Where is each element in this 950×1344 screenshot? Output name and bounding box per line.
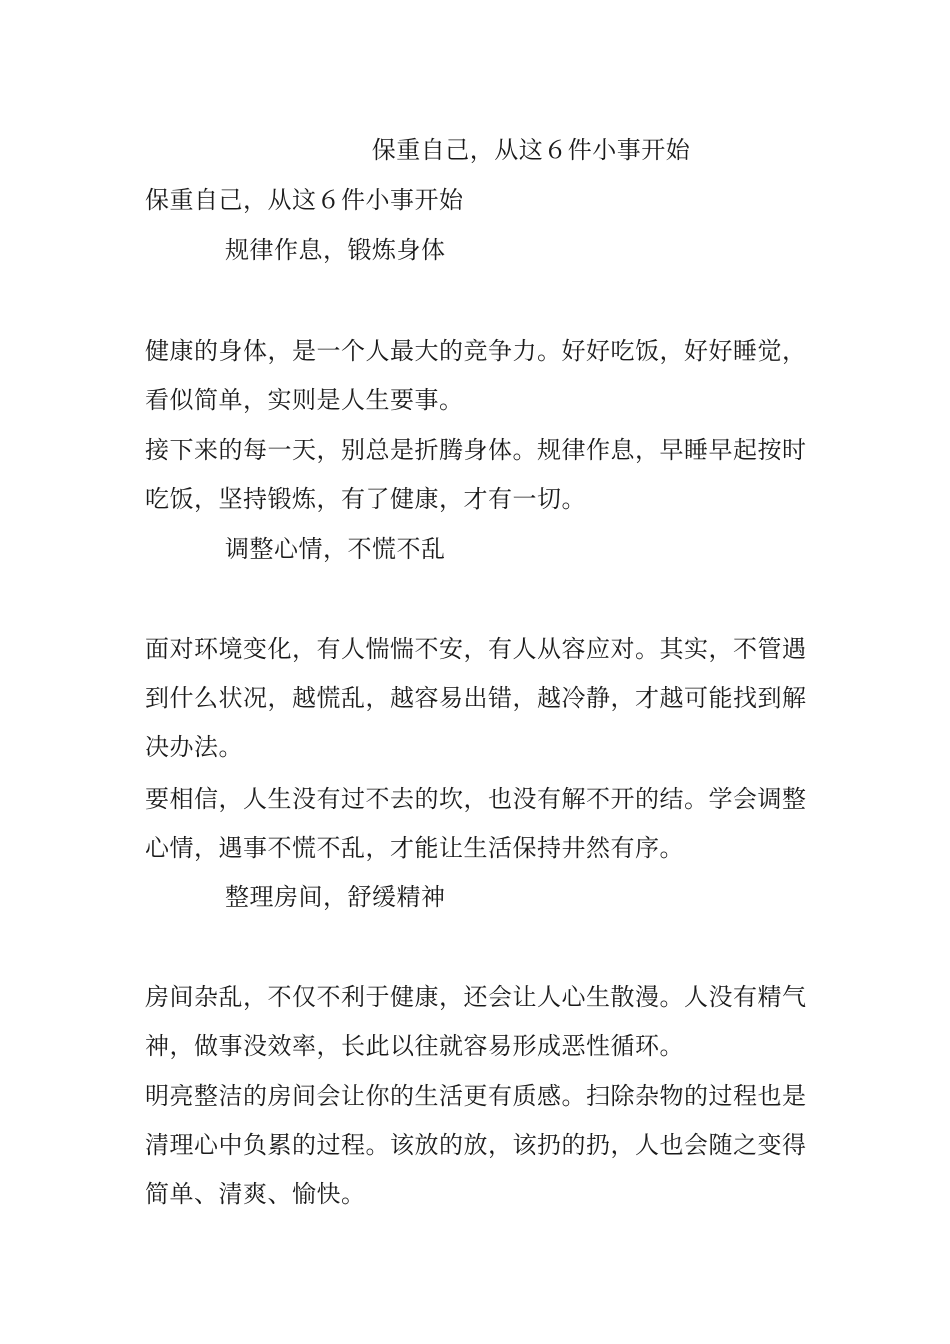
- section-3-paragraph-2: 明亮整洁的房间会让你的生活更有质感。扫除杂物的过程也是清理心中负累的过程。该放的放，该扔的扔，人也会随之变得简单、清爽、愉快。: [145, 1082, 807, 1208]
- document-title-text: 保重自己，从这６件小事开始: [371, 136, 691, 164]
- document-subtitle: 保重自己，从这６件小事开始: [145, 186, 464, 214]
- section-2-paragraph-1: 面对环境变化，有人惴惴不安，有人从容应对。其实，不管遇到什么状况，越慌乱，越容易出错，越冷静，才越可能找到解决办法。: [145, 635, 807, 761]
- section-1-paragraph-1: 健康的身体，是一个人最大的竞争力。好好吃饭，好好睡觉，看似简单，实则是人生要事。: [145, 337, 807, 414]
- section-2-paragraph-2: 要相信，人生没有过不去的坎，也没有解不开的结。学会调整心情，遇事不慌不乱，才能让生活保持井然有序。: [145, 785, 807, 862]
- section-heading-1: 规律作息，锻炼身体: [225, 236, 446, 264]
- section-1-paragraph-2: 接下来的每一天，别总是折腾身体。规律作息，早睡早起按时吃饭，坚持锻炼，有了健康，才有一切。: [145, 436, 807, 513]
- document-title: [0, 134, 950, 166]
- section-3-paragraph-1: 房间杂乱，不仅不利于健康，还会让人心生散漫。人没有精气神，做事没效率，长此以往就容易形成恶性循环。: [145, 983, 807, 1060]
- section-heading-2: 调整心情，不慌不乱: [225, 535, 446, 563]
- section-heading-3: 整理房间，舒缓精神: [225, 883, 446, 911]
